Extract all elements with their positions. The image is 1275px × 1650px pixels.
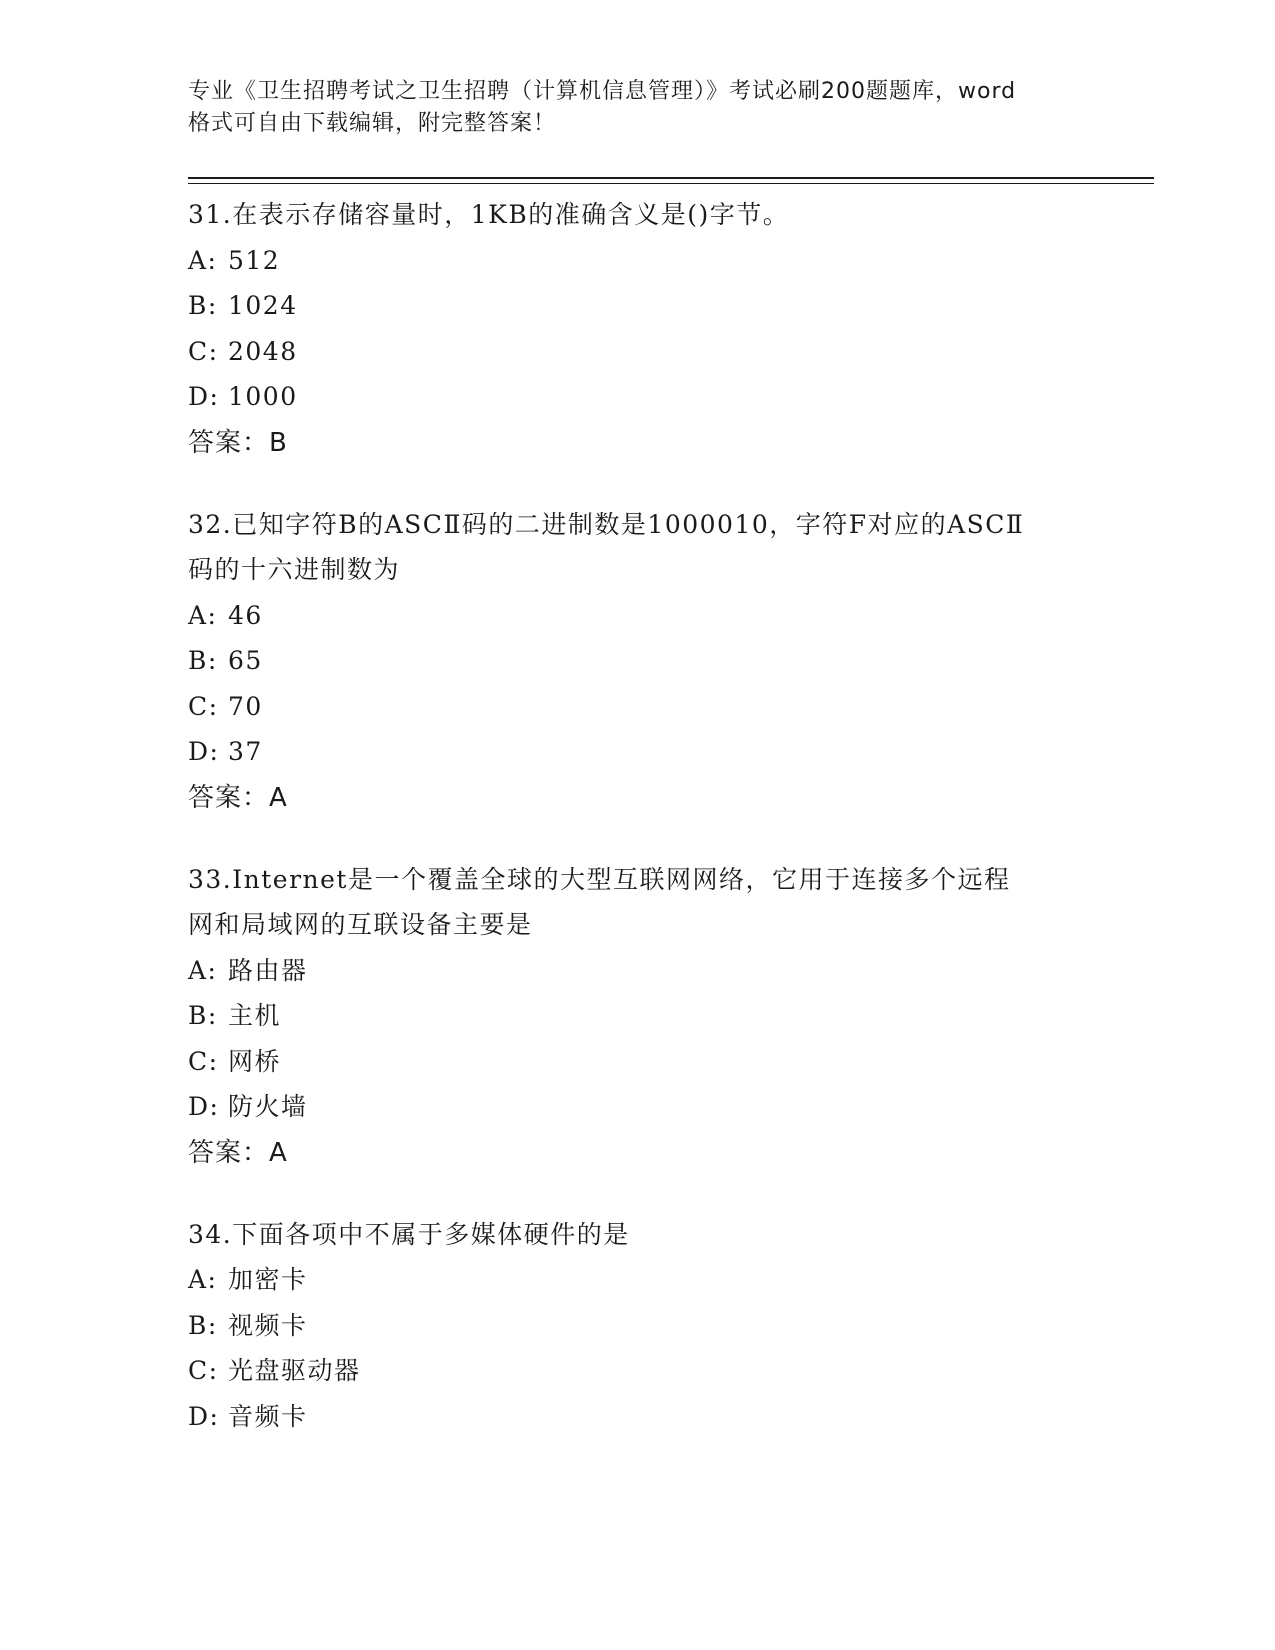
option-text: 70 [228,691,263,721]
question-33 [188,857,1088,1176]
option-text: 防火墙 [228,1092,308,1121]
option-d [188,1394,1088,1440]
option-c [188,1039,1088,1085]
question-31 [188,192,1088,466]
option-b [188,993,1088,1039]
option-d [188,1084,1088,1130]
option-text: 37 [228,737,263,766]
option-a [188,1257,1088,1303]
option-label: A: [188,955,218,985]
question-stem: 33.Internet是一个覆盖全球的大型互联网网络，它用于连接多个远程 [188,864,1011,894]
option-a [188,948,1088,994]
question-stem: 34.下面各项中不属于多媒体硬件的是 [188,1219,630,1249]
option-text: 路由器 [228,955,308,985]
option-label: B: [188,291,218,320]
option-label: D: [188,382,220,411]
option-text: 1000 [228,382,298,411]
option-label: B: [188,646,218,675]
option-label: A: [188,600,218,630]
option-label: C: [188,336,219,366]
header-divider [188,177,1154,179]
answer-line: 答案：A [188,782,288,813]
option-c [188,684,1088,730]
option-a [188,238,1088,284]
option-label: D: [188,1092,220,1121]
option-d [188,374,1088,420]
option-b [188,638,1088,684]
header-line-1: 专业《卫生招聘考试之卫生招聘（计算机信息管理）》考试必刷200题题库，word [188,79,1017,104]
question-list [188,192,1088,1475]
option-label: B: [188,1001,218,1030]
option-label: A: [188,1265,218,1294]
option-text: 65 [228,646,263,675]
option-label: A: [188,245,218,275]
header-divider-thin [188,183,1154,184]
question-stem-continued: 码的十六进制数为 [188,555,401,584]
option-d [188,729,1088,775]
answer-line: 答案：B [188,427,288,458]
option-text: 1024 [228,291,298,320]
option-b [188,1303,1088,1349]
option-label: C: [188,1046,219,1076]
option-text: 加密卡 [228,1265,308,1294]
answer-line: 答案：A [188,1137,288,1168]
option-text: 46 [228,600,263,630]
option-text: 音频卡 [228,1401,308,1431]
option-label: D: [188,1401,220,1431]
question-32 [188,502,1088,821]
question-stem: 31.在表示存储容量时，1KB的准确含义是()字节。 [188,200,790,229]
document-header [188,76,1088,140]
option-label: C: [188,1356,219,1385]
option-text: 网桥 [228,1046,282,1076]
question-stem-continued: 网和局域网的互联设备主要是 [188,910,533,939]
option-text: 视频卡 [228,1310,308,1340]
option-a [188,593,1088,639]
question-stem: 32.已知字符B的ASCⅡ码的二进制数是1000010，字符F对应的ASCⅡ [188,509,1025,539]
option-text: 主机 [228,1001,282,1030]
option-c [188,1348,1088,1394]
option-label: C: [188,691,219,721]
option-label: B: [188,1310,218,1340]
header-line-2: 格式可自由下载编辑，附完整答案！ [188,111,557,136]
question-34 [188,1212,1088,1440]
option-b [188,283,1088,329]
option-c [188,329,1088,375]
option-label: D: [188,737,220,766]
option-text: 512 [228,245,281,275]
option-text: 光盘驱动器 [228,1356,361,1385]
option-text: 2048 [228,336,298,366]
